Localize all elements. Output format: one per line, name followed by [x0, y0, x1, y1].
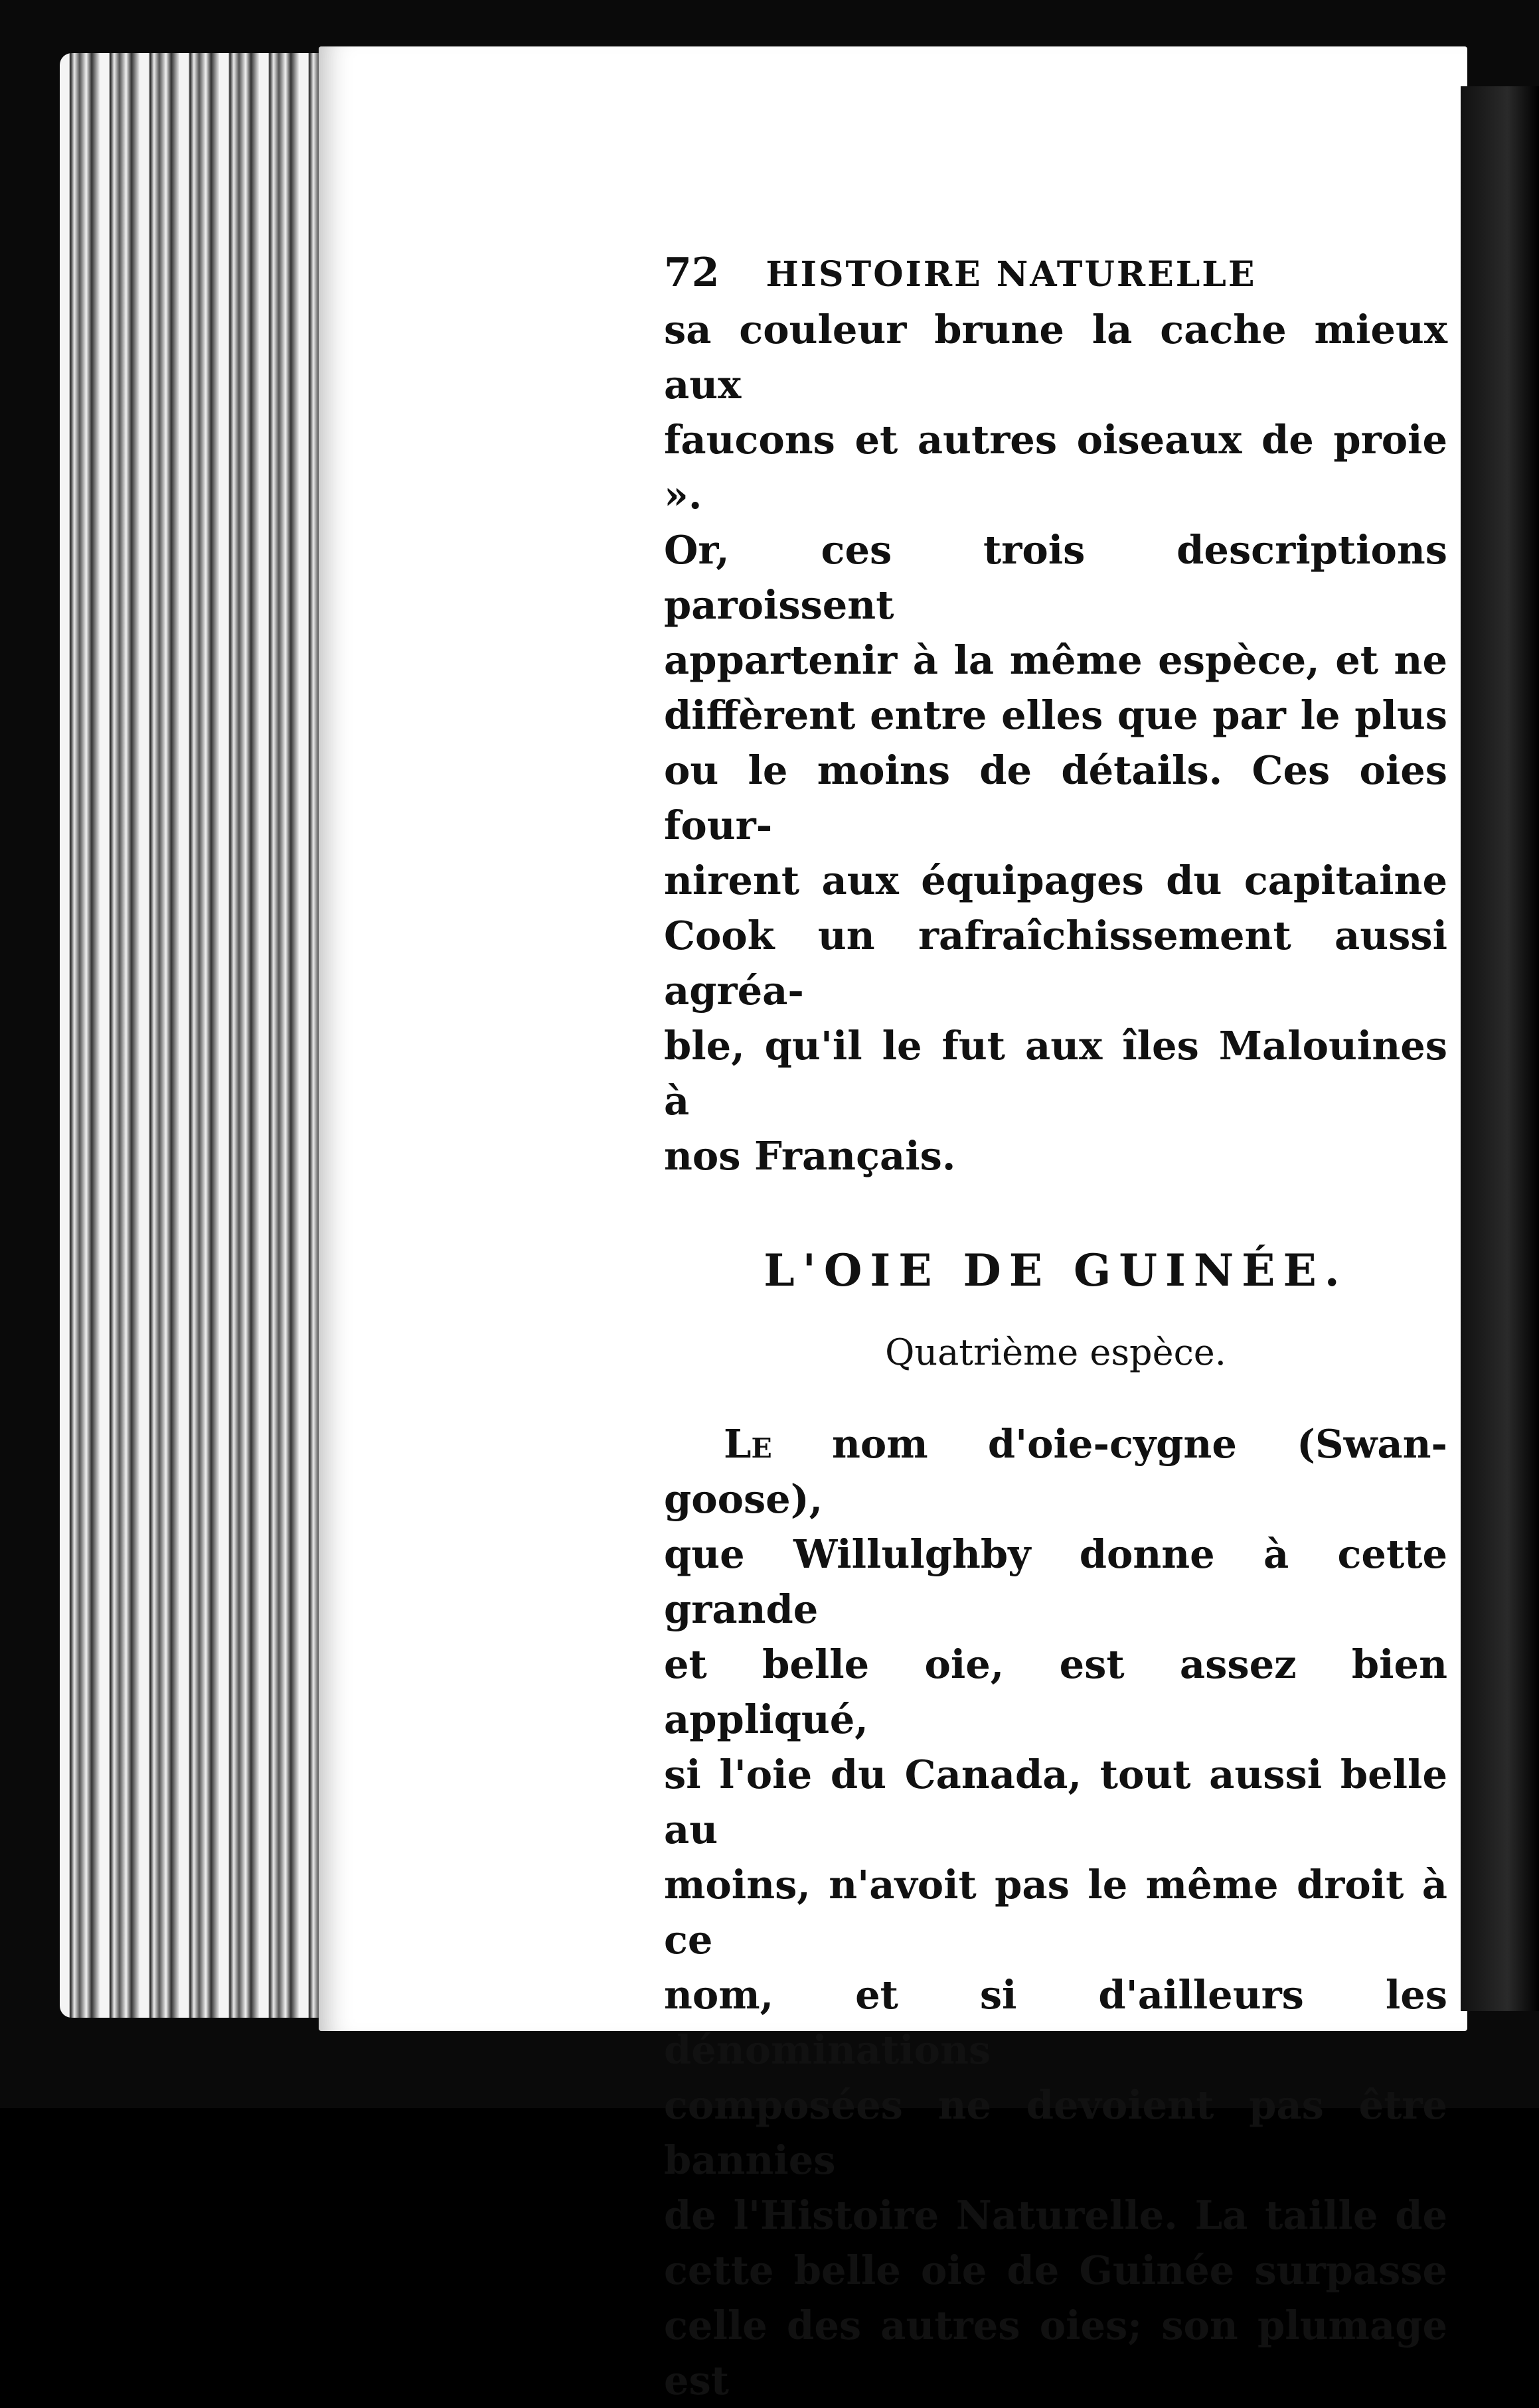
text-line: moins, n'avoit pas le même droit à ce	[664, 1862, 1447, 1963]
paragraph-2	[664, 1416, 1447, 2408]
text-line: ou le moins de détails. Ces oies four-	[664, 747, 1447, 848]
first-line-rest: nom d'oie-cygne (Swan-goose),	[664, 1421, 1447, 1522]
running-title: HISTOIRE NATURELLE	[766, 254, 1257, 295]
text-line: Or, ces trois descriptions paroissent	[664, 527, 1447, 628]
text-line: nos Français.	[664, 1133, 956, 1179]
section-title: L'OIE DE GUINÉE.	[764, 1244, 1348, 1296]
running-head	[664, 246, 1447, 302]
binding-shadow	[1461, 86, 1539, 2011]
text-line: Cook un rafraîchissement aussi agréa-	[664, 913, 1447, 1014]
paragraph-1	[664, 302, 1447, 1183]
text-line: diffèrent entre elles que par le plus	[664, 692, 1447, 738]
text-line: appartenir à la même espèce, et ne	[664, 637, 1447, 683]
text-line: faucons et autres oiseaux de proie ».	[664, 417, 1447, 518]
section-subtitle: Quatrième espèce.	[885, 1331, 1226, 1373]
text-line	[664, 1416, 1447, 1527]
text-line: ble, qu'il le fut aux îles Malouines à	[664, 1023, 1447, 1124]
text-line: celle des autres oies; son plumage est	[664, 2302, 1447, 2403]
page-text	[664, 246, 1447, 2408]
text-line: de l'Histoire Naturelle. La taille de	[664, 2192, 1447, 2238]
text-line: composées ne devoient pas être bannies	[664, 2082, 1447, 2183]
page-number: 72	[664, 250, 720, 296]
text-line: et belle oie, est assez bien appliqué,	[664, 1641, 1447, 1742]
text-line: si l'oie du Canada, tout aussi belle au	[664, 1752, 1447, 1852]
text-line: sa couleur brune la cache mieux aux	[664, 307, 1447, 408]
text-line: cette belle oie de Guinée surpasse	[664, 2247, 1447, 2293]
lead-word: Le	[724, 1421, 772, 1467]
text-line: que Willulghby donne à cette grande	[664, 1531, 1447, 1632]
text-line: nom, et si d'ailleurs les dénominations	[664, 1972, 1447, 2073]
text-line: nirent aux équipages du capitaine	[664, 858, 1447, 903]
